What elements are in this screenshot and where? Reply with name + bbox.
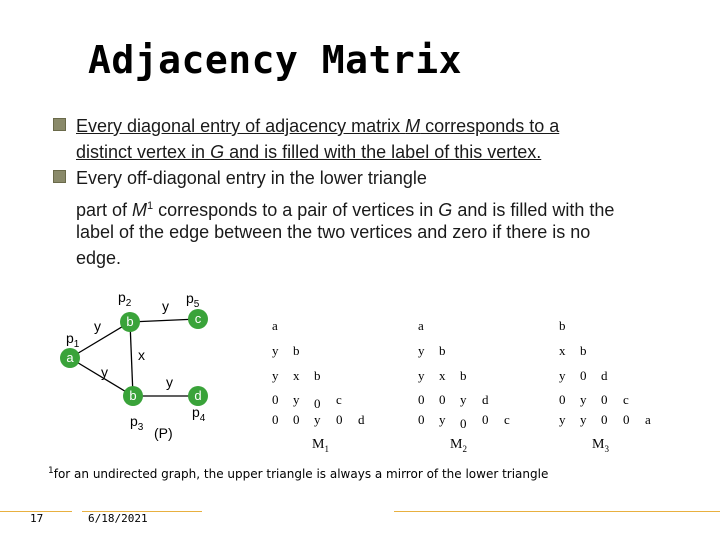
footnote-text: for an undirected graph, the upper triangle is always a mirror of the lower triangle	[53, 467, 549, 481]
text: p	[186, 290, 194, 306]
edge-label-bd: y	[166, 374, 173, 390]
text: 3	[137, 421, 144, 433]
matrix-cell: x	[439, 368, 446, 383]
text: G	[210, 142, 225, 162]
vertex-d: d	[188, 386, 208, 406]
text: M	[450, 437, 463, 452]
matrix-cell: y	[439, 412, 446, 427]
matrix-cell: 0	[623, 412, 630, 427]
matrix-cell: b	[559, 318, 566, 333]
matrix-cell: y	[580, 392, 587, 407]
text: Every off-diagonal entry in the lower triangle	[76, 168, 427, 188]
text: M	[592, 437, 605, 452]
vertex-b-bottom: b	[123, 386, 143, 406]
footnote	[48, 466, 548, 481]
text: and is filled with the	[452, 200, 615, 220]
matrix-cell: 0	[336, 412, 343, 427]
text: 5	[193, 298, 200, 310]
text: p	[66, 330, 74, 346]
edge-line	[130, 322, 133, 396]
label-p5	[186, 290, 199, 310]
matrix-cell: x	[293, 368, 300, 383]
slide-title: Adjacency Matrix	[88, 38, 463, 82]
matrix-cell: 0	[293, 412, 300, 427]
matrix-cell: 0	[314, 396, 321, 411]
matrix-cell: y	[460, 392, 467, 407]
matrix-cell: y	[559, 368, 566, 383]
matrix-cell: b	[293, 343, 300, 358]
matrix-cell: y	[293, 392, 300, 407]
matrix-cell: c	[504, 412, 510, 427]
text: edge.	[76, 248, 122, 268]
text: p	[192, 404, 200, 420]
matrix-cell: 0	[482, 412, 489, 427]
matrix-name-m3	[592, 437, 609, 454]
matrix-cell: b	[314, 368, 321, 383]
matrix-cell: c	[336, 392, 342, 407]
text: part of	[76, 200, 133, 220]
matrix-name-m2	[450, 437, 467, 454]
text: label of the edge between the two vertices and zero if there is no	[76, 222, 591, 242]
text: 2	[462, 443, 467, 454]
edge-label-bb: x	[138, 347, 145, 363]
matrix-cell: d	[358, 412, 365, 427]
footer-rule-right	[394, 511, 720, 512]
matrix-cell: d	[601, 368, 608, 383]
footnote-mark: 1	[48, 466, 54, 476]
matrix-cell: y	[559, 412, 566, 427]
matrix-cell: 0	[439, 392, 446, 407]
matrix-cell: a	[418, 318, 424, 333]
text: and is filled with the label of this vertex.	[224, 142, 542, 162]
vertex-a: a	[60, 348, 80, 368]
matrix-cell: 0	[460, 416, 467, 431]
label-p3	[130, 413, 143, 433]
matrix-cell: 0	[272, 392, 279, 407]
matrix-cell: 0	[601, 392, 608, 407]
vertex-c: c	[188, 309, 208, 329]
matrix-cell: 0	[559, 392, 566, 407]
text: p	[118, 289, 126, 305]
edge-label-bc: y	[162, 298, 169, 314]
footnote-mark: 1	[147, 200, 154, 212]
text: 1	[73, 338, 80, 350]
text: 1	[324, 443, 329, 454]
footer-date: 6/18/2021	[88, 512, 148, 525]
matrix-cell: c	[623, 392, 629, 407]
matrix-cell: y	[272, 368, 279, 383]
page-number: 17	[30, 512, 44, 525]
text: M	[132, 200, 148, 220]
matrix-cell: d	[482, 392, 489, 407]
matrix-cell: b	[460, 368, 467, 383]
graph-caption: (P)	[154, 425, 173, 441]
text: G	[438, 200, 453, 220]
label-p4	[192, 404, 205, 424]
text: p	[130, 413, 138, 429]
matrix-cell: a	[272, 318, 278, 333]
edge-label-ab: y	[94, 318, 101, 334]
label-p1	[66, 330, 79, 350]
matrix-name-m1	[312, 437, 329, 454]
matrix-cell: 0	[418, 392, 425, 407]
matrix-cell: 0	[418, 412, 425, 427]
text: 3	[604, 443, 609, 454]
matrix-cell: a	[645, 412, 651, 427]
edge-label-ab2: y	[101, 364, 108, 380]
matrix-cell: 0	[601, 412, 608, 427]
matrix-cell: y	[580, 412, 587, 427]
text: corresponds to a pair of vertices in	[153, 200, 439, 220]
text: Every diagonal entry of adjacency matrix	[76, 116, 406, 136]
matrix-cell: x	[559, 343, 566, 358]
matrix-cell: y	[418, 368, 425, 383]
text: 4	[199, 412, 206, 424]
text: M	[405, 116, 421, 136]
matrix-cell: 0	[272, 412, 279, 427]
matrix-cell: b	[580, 343, 587, 358]
matrix-cell: 0	[580, 368, 587, 383]
matrix-cell: y	[314, 412, 321, 427]
text: corresponds to a	[420, 116, 560, 136]
text: M	[312, 437, 325, 452]
matrix-cell: y	[272, 343, 279, 358]
vertex-b-top: b	[120, 312, 140, 332]
text: 2	[125, 297, 132, 309]
text: distinct vertex in	[76, 142, 211, 162]
label-p2	[118, 289, 131, 309]
matrix-cell: b	[439, 343, 446, 358]
matrix-cell: y	[418, 343, 425, 358]
